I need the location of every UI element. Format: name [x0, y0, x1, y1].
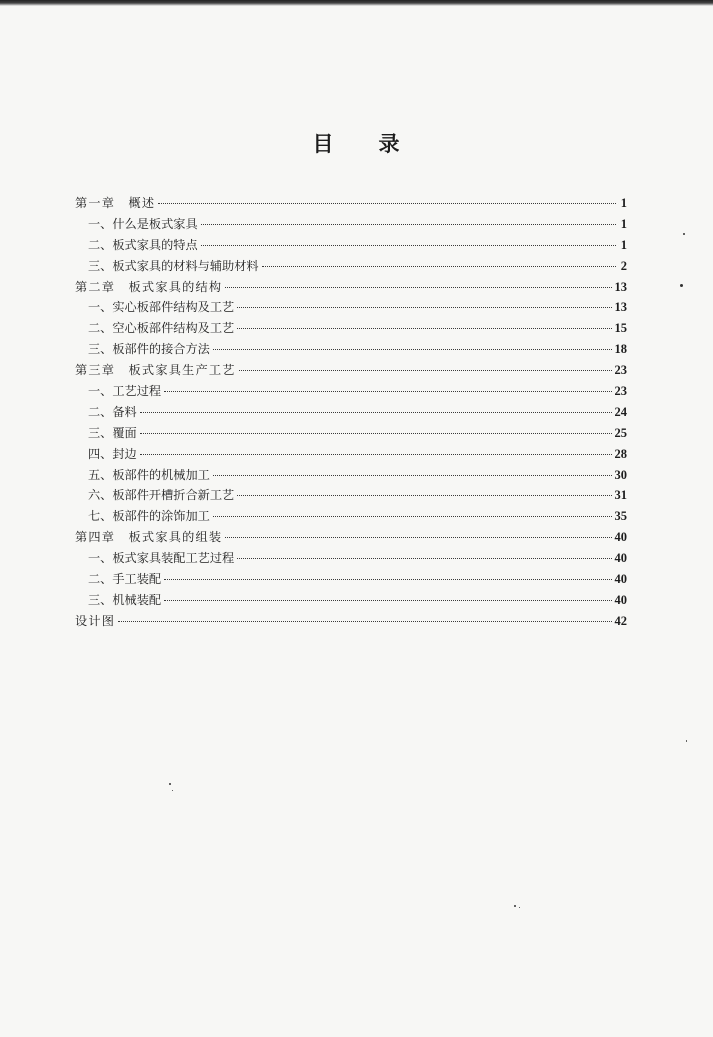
- dot-leader: [262, 266, 616, 267]
- toc-page-number: 13: [614, 300, 627, 315]
- toc-section-entry: [75, 485, 627, 506]
- dot-leader: [239, 370, 612, 371]
- page-title-part-1: 目: [312, 131, 335, 156]
- toc-page-number: 15: [614, 321, 627, 336]
- dot-leader: [201, 224, 616, 225]
- dot-leader: [237, 558, 611, 559]
- toc-entry-title: 一、工艺过程: [88, 384, 162, 399]
- scan-speck: [686, 740, 687, 742]
- toc-entry-title: 三、板式家具的材料与辅助材料: [88, 258, 259, 273]
- toc-entry-title: 第三章 板式家具生产工艺: [75, 363, 236, 378]
- toc-page-number: 1: [620, 216, 627, 231]
- scan-speck: [519, 907, 520, 908]
- toc-page-number: 13: [614, 279, 627, 294]
- dot-leader: [201, 245, 616, 246]
- toc-page-number: 42: [614, 613, 627, 628]
- toc-entry-title: 三、板部件的接合方法: [88, 342, 210, 357]
- dot-leader: [164, 600, 611, 601]
- scan-speck: [680, 284, 683, 287]
- toc-section-entry: [75, 423, 627, 444]
- toc-section-entry: [75, 381, 627, 402]
- dot-leader: [225, 537, 611, 538]
- toc-entry-title: 五、板部件的机械加工: [88, 467, 210, 482]
- toc-section-entry: [75, 339, 627, 360]
- toc-chapter-entry: [75, 277, 627, 298]
- dot-leader: [213, 475, 612, 476]
- scan-speck: [514, 905, 516, 907]
- dot-leader: [118, 621, 611, 622]
- dot-leader: [237, 328, 611, 329]
- toc-page-number: 1: [620, 196, 627, 210]
- table-of-contents: [75, 193, 627, 632]
- toc-section-entry: [75, 506, 627, 527]
- toc-section-entry: [75, 235, 627, 256]
- toc-chapter-entry: [75, 611, 627, 632]
- toc-page-number: 23: [614, 384, 627, 399]
- toc-entry-title: 二、板式家具的特点: [88, 237, 198, 252]
- scan-speck: [169, 783, 171, 785]
- toc-section-entry: [75, 256, 627, 277]
- toc-entry-title: 一、什么是板式家具: [88, 216, 198, 231]
- toc-entry-title: 设计图: [75, 613, 116, 628]
- toc-page-number: 25: [614, 425, 627, 440]
- dot-leader: [164, 579, 611, 580]
- toc-page-number: 23: [614, 363, 627, 378]
- dot-leader: [140, 433, 612, 434]
- toc-page-number: 24: [614, 404, 627, 419]
- toc-page-number: 18: [614, 342, 627, 357]
- toc-section-entry: [75, 297, 627, 318]
- toc-page-number: 1: [620, 237, 627, 252]
- toc-entry-title: 四、封边: [88, 446, 137, 461]
- toc-section-entry: [75, 318, 627, 339]
- toc-entry-title: 一、实心板部件结构及工艺: [88, 300, 235, 315]
- toc-entry-title: 二、手工装配: [88, 572, 162, 587]
- dot-leader: [225, 287, 611, 288]
- toc-section-entry: [75, 569, 627, 590]
- dot-leader: [140, 454, 612, 455]
- page-title-part-2: 录: [378, 131, 401, 156]
- toc-page-number: 2: [620, 258, 627, 273]
- dot-leader: [213, 516, 612, 517]
- scan-top-edge: [0, 0, 713, 6]
- toc-entry-title: 七、板部件的涂饰加工: [88, 509, 210, 524]
- toc-page-number: 40: [614, 592, 627, 607]
- toc-entry-title: 第四章 板式家具的组装: [75, 530, 223, 545]
- toc-chapter-entry: [75, 527, 627, 548]
- toc-page-number: 40: [614, 551, 627, 566]
- toc-page-number: 30: [614, 467, 627, 482]
- toc-section-entry: [75, 465, 627, 486]
- dot-leader: [158, 203, 616, 204]
- dot-leader: [164, 391, 611, 392]
- page-title: [0, 128, 713, 158]
- toc-section-entry: [75, 444, 627, 465]
- toc-entry-title: 六、板部件开槽折合新工艺: [88, 488, 235, 503]
- scan-speck: [172, 790, 173, 791]
- toc-entry-title: 三、覆面: [88, 425, 137, 440]
- toc-page-number: 40: [614, 530, 627, 545]
- toc-entry-title: 二、空心板部件结构及工艺: [88, 321, 235, 336]
- dot-leader: [237, 307, 611, 308]
- toc-section-entry: [75, 590, 627, 611]
- toc-entry-title: 三、机械装配: [88, 592, 162, 607]
- toc-chapter-entry: [75, 193, 627, 214]
- toc-page-number: 31: [614, 488, 627, 503]
- toc-page-number: 28: [614, 446, 627, 461]
- toc-page-number: 40: [614, 572, 627, 587]
- dot-leader: [213, 349, 612, 350]
- toc-chapter-entry: [75, 360, 627, 381]
- toc-section-entry: [75, 402, 627, 423]
- toc-entry-title: 第二章 板式家具的结构: [75, 279, 223, 294]
- toc-entry-title: 一、板式家具装配工艺过程: [88, 551, 235, 566]
- dot-leader: [237, 495, 611, 496]
- toc-entry-title: 二、备料: [88, 404, 137, 419]
- toc-section-entry: [75, 548, 627, 569]
- dot-leader: [140, 412, 612, 413]
- scan-speck: [683, 233, 685, 235]
- toc-page-number: 35: [614, 509, 627, 524]
- toc-entry-title: 第一章 概述: [75, 196, 156, 210]
- toc-section-entry: [75, 214, 627, 235]
